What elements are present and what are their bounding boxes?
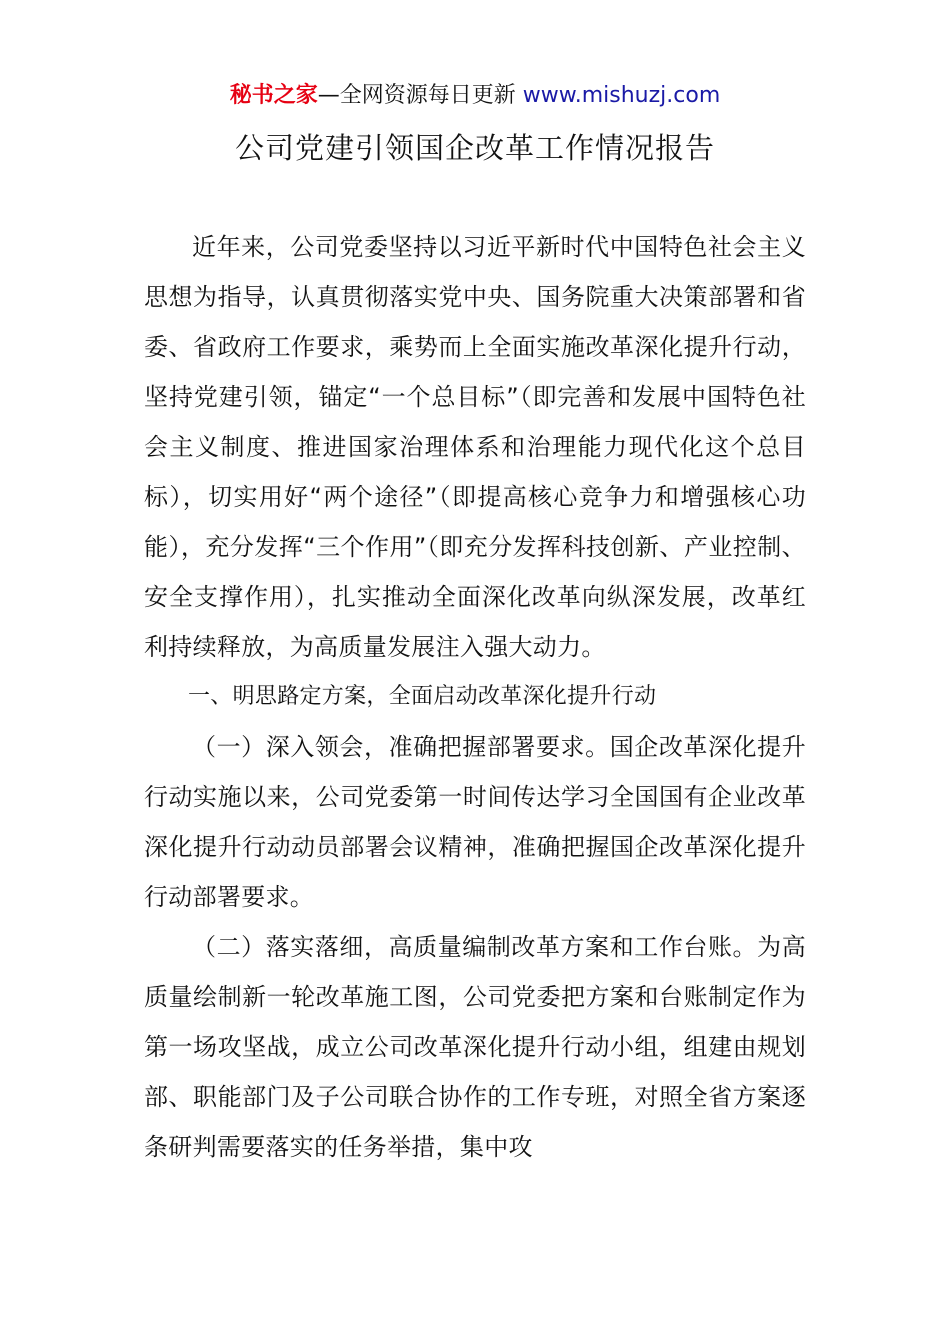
section-heading-1: 一、明思路定方案，全面启动改革深化提升行动 [188, 684, 657, 709]
banner-brand: 秘书之家 [229, 83, 318, 108]
document-body [144, 222, 806, 1172]
subsection-paragraph-2: （二）落实落细，高质量编制改革方案和工作台账。为高质量绘制新一轮改革施工图，公司党委把方案和台账制定作为第一场攻坚战，成立公司改革深化提升行动小组，组建由规划部、职能部门及子公司联合协作的工作专班，对照全省方案逐条研判需要落实的任务举措，集中攻 [144, 933, 806, 1161]
subsection-paragraph-1: （一）深入领会，准确把握部署要求。国企改革深化提升行动实施以来，公司党委第一时间传达学习全国国有企业改革深化提升行动动员部署会议精神，准确把握国企改革深化提升行动部署要求。 [144, 733, 806, 911]
document-title: 公司党建引领国企改革工作情况报告 [234, 131, 715, 165]
banner-tagline: —全网资源每日更新 [317, 83, 516, 108]
banner-url-link[interactable]: www.mishuzj.com [522, 83, 721, 108]
intro-paragraph: 近年来，公司党委坚持以习近平新时代中国特色社会主义思想为指导，认真贯彻落实党中央、国务院重大决策部署和省委、省政府工作要求，乘势而上全面实施改革深化提升行动，坚持党建引领，锚定“一个总目标”（即完善和发展中国特色社会主义制度、推进国家治理体系和治理能力现代化这个总目标），切实用好“两个途径”（即提高核心竞争力和增强核心功能），充分发挥“三个作用”（即充分发挥科技创新、产业控制、安全支撑作用），扎实推动全面深化改革向纵深发展，改革红利持续释放，为高质量发展注入强大动力。 [144, 233, 806, 661]
site-banner [0, 80, 950, 112]
